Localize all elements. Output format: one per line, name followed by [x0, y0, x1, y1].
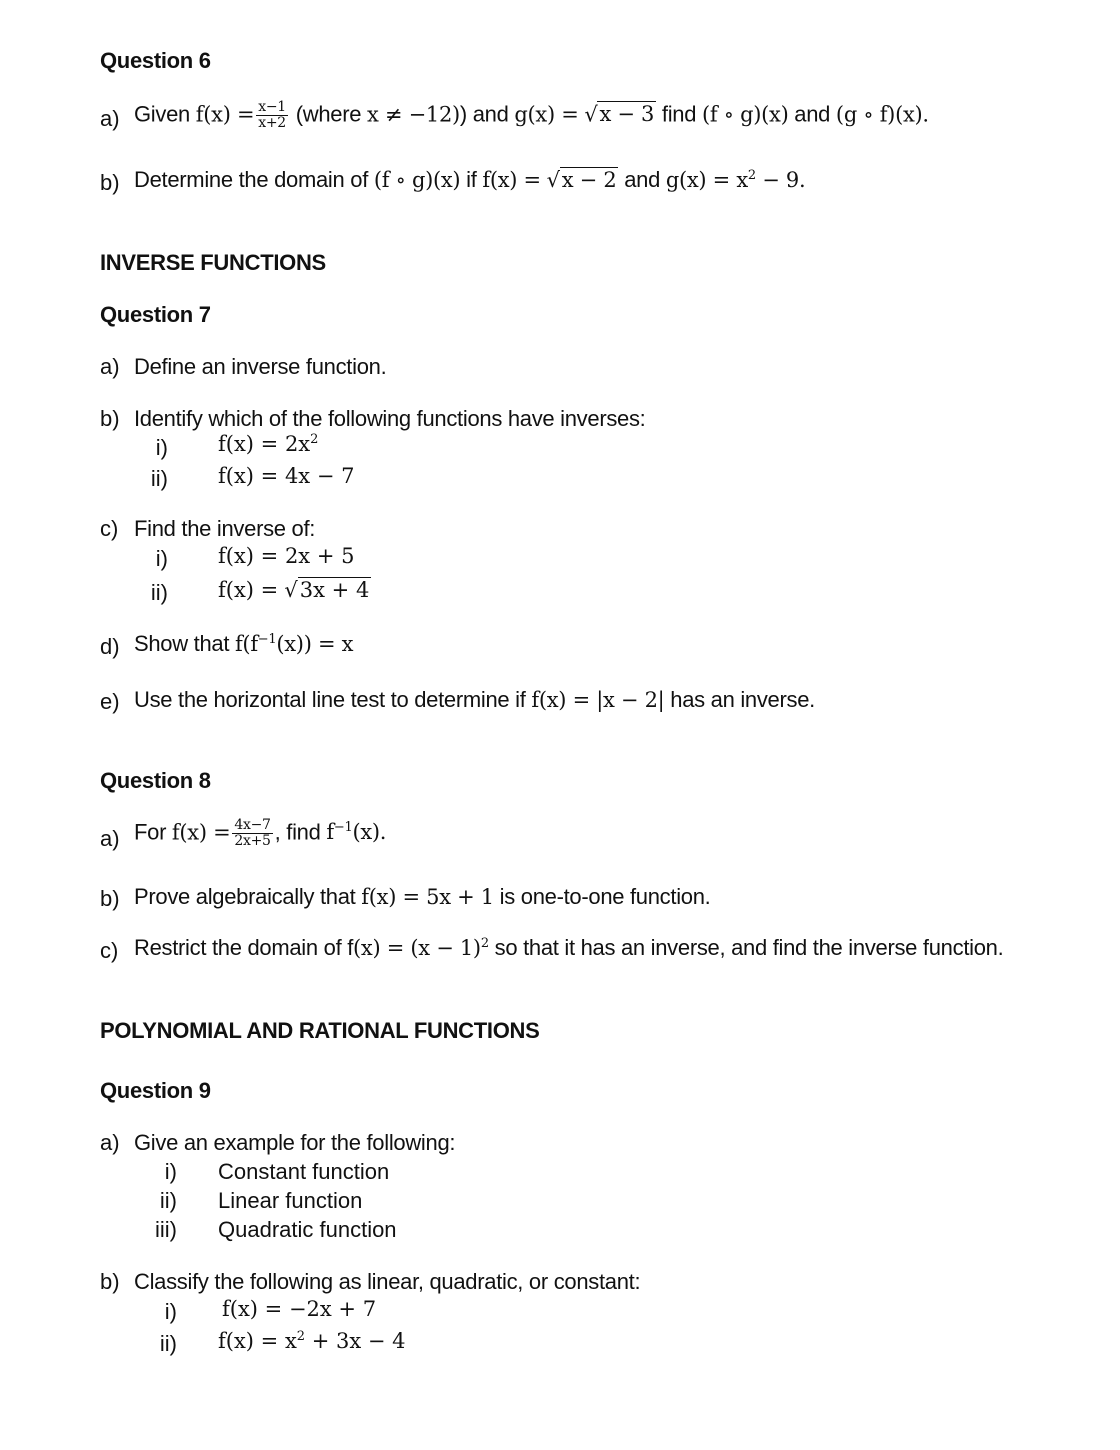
q6-a-text: Given f(x) = $\frac{x-1}{x+2}$ (where x ≠ −12)) and g(x) = √x − 3 find (f ∘ g)(x) and (g ∘ f)(x). [134, 99, 929, 131]
q9-a-ii-label: ii) [159, 1188, 177, 1213]
q9-a-iii-label: iii) [155, 1217, 177, 1242]
q8-b-label: b) [100, 886, 120, 911]
q9-b-ii-label: ii) [159, 1331, 177, 1356]
section-inverse-functions: INVERSE FUNCTIONS [100, 250, 326, 275]
q6-b-label: b) [100, 170, 120, 195]
q7-c-ii-label: ii) [150, 580, 168, 605]
q9-b-i: f(x) = −2x + 7 [222, 1297, 377, 1321]
q6-a-fraction: $\frac{x-1}{x+2}$ [258, 99, 286, 131]
q9-a-ii: Linear function [218, 1188, 363, 1213]
question-9-title: Question 9 [100, 1078, 211, 1103]
q7-b-label: b) [100, 406, 120, 431]
q8-c-label: c) [100, 938, 119, 963]
question-7-title: Question 7 [100, 302, 211, 327]
q6-a-sqrt: √x − 3 [584, 102, 655, 127]
q9-b-text: Classify the following as linear, quadratic, or constant: [134, 1269, 641, 1294]
q7-c-i-label: i) [155, 546, 168, 571]
q9-b-ii: $f(x) = x^2 + 3x - 4$ [218, 1329, 406, 1353]
q7-b-ii-label: ii) [150, 466, 168, 491]
q9-a-label: a) [100, 1130, 120, 1155]
q7-c-i: f(x) = 2x + 5 [218, 544, 355, 568]
question-8-title: Question 8 [100, 768, 211, 793]
q7-b-text: Identify which of the following functions have inverses: [134, 406, 646, 431]
q7-d-text: Show that $f(f^{-1}(x)) = x$ [134, 631, 354, 656]
section-polynomial-rational: POLYNOMIAL AND RATIONAL FUNCTIONS [100, 1018, 540, 1043]
q7-b-ii: f(x) = 4x − 7 [218, 464, 355, 488]
q7-c-label: c) [100, 516, 119, 541]
q7-c-ii: f(x) = √3x + 4 [218, 578, 370, 602]
q9-a-i-label: i) [164, 1159, 177, 1184]
q7-e-label: e) [100, 689, 120, 714]
q9-b-label: b) [100, 1269, 120, 1294]
question-6-title: Question 6 [100, 48, 211, 73]
q9-a-iii: Quadratic function [218, 1217, 397, 1242]
q7-c-text: Find the inverse of: [134, 516, 316, 541]
q6-b-text: Determine the domain of (f ∘ g)(x) if f(x) = √x − 2 and $g(x) = x^2 - 9$. [134, 167, 806, 192]
q7-a-label: a) [100, 354, 120, 379]
q7-a-text: Define an inverse function. [134, 354, 387, 379]
q7-b-i-label: i) [155, 435, 168, 460]
q7-d-label: d) [100, 634, 120, 659]
q8-b-text: Prove algebraically that f(x) = 5x + 1 is one-to-one function. [134, 884, 711, 909]
q8-a-text: For f(x) = $\frac{4x-7}{2x+5}$ , find $f^{-1}(x)$. [134, 817, 387, 849]
q9-a-i: Constant function [218, 1159, 390, 1184]
q8-a-label: a) [100, 826, 120, 851]
q9-a-text: Give an example for the following: [134, 1130, 456, 1155]
q8-c-text: Restrict the domain of $f(x) = (x - 1)^2$ so that it has an inverse, and find the inverse function. [134, 935, 1004, 960]
q7-b-i: $f(x) = 2x^2$ [218, 432, 319, 456]
q9-b-i-label: i) [164, 1299, 177, 1324]
q7-e-text: Use the horizontal line test to determine if f(x) = |x − 2| has an inverse. [134, 687, 815, 712]
q6-a-label: a) [100, 106, 120, 131]
